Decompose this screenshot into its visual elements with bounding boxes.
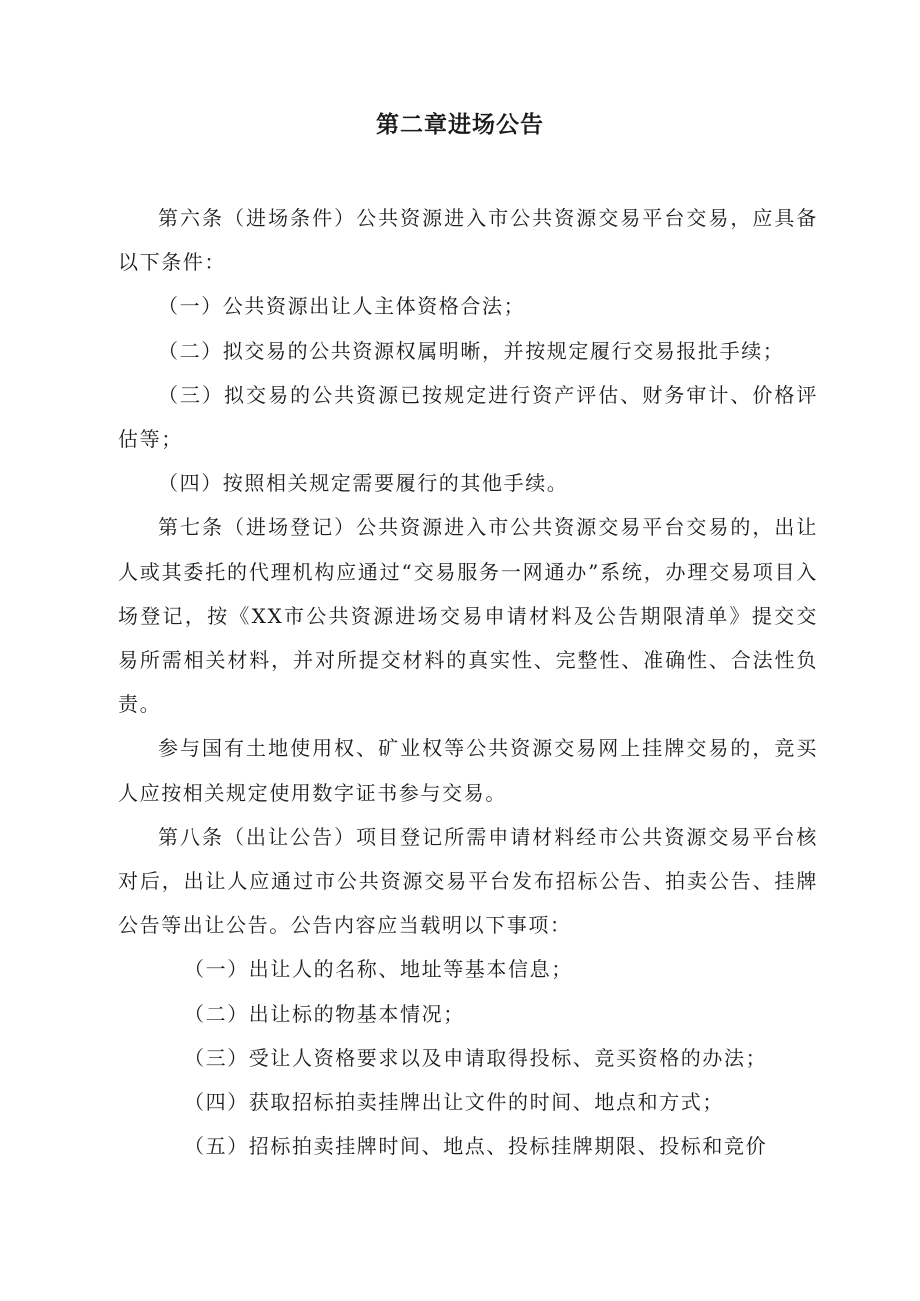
article-8-paragraph: 第八条（出让公告）项目登记所需申请材料经市公共资源交易平台核对后，出让人应通过市公共资源交易平台发布招标公告、拍卖公告、挂牌公告等出让公告。公告内容应当载明以下事项：	[118, 824, 818, 938]
document-body	[118, 196, 818, 1168]
article-6-item-4: （四）按照相关规定需要履行的其他手续。	[158, 471, 569, 496]
article-8-item-5: （五）招标拍卖挂牌时间、地点、投标挂牌期限、投标和竞价	[184, 1134, 768, 1159]
article-8-item-4: （四）获取招标拍卖挂牌出让文件的时间、地点和方式；	[184, 1090, 724, 1115]
article-6-item-3: （三）拟交易的公共资源已按规定进行资产评估、财务审计、价格评估等；	[118, 382, 818, 452]
article-8-item-2: （二）出让标的物基本情况；	[184, 1001, 465, 1026]
digital-certificate-paragraph: 参与国有土地使用权、矿业权等公共资源交易网上挂牌交易的，竞买人应按相关规定使用数字证书参与交易。	[118, 736, 818, 805]
article-8-item-3: （三）受让人资格要求以及申请取得投标、竞买资格的办法；	[184, 1045, 768, 1070]
article-6-item-2: （二）拟交易的公共资源权属明晰，并按规定履行交易报批手续；	[158, 338, 785, 363]
article-7-paragraph: 第七条（进场登记）公共资源进入市公共资源交易平台交易的，出让人或其委托的代理机构应通过“交易服务一网通办”系统，办理交易项目入场登记，按《XX市公共资源进场交易申请材料及公告期限清单》提交交易所需相关材料，并对所提交材料的真实性、完整性、准确性、合法性负责。	[118, 515, 818, 717]
article-6-paragraph: 第六条（进场条件）公共资源进入市公共资源交易平台交易，应具备以下条件：	[118, 206, 818, 275]
chapter-title: 第二章进场公告	[376, 112, 544, 138]
article-6-item-1: （一）公共资源出让人主体资格合法；	[158, 294, 526, 319]
article-8-item-1: （一）出让人的名称、地址等基本信息；	[184, 957, 573, 982]
